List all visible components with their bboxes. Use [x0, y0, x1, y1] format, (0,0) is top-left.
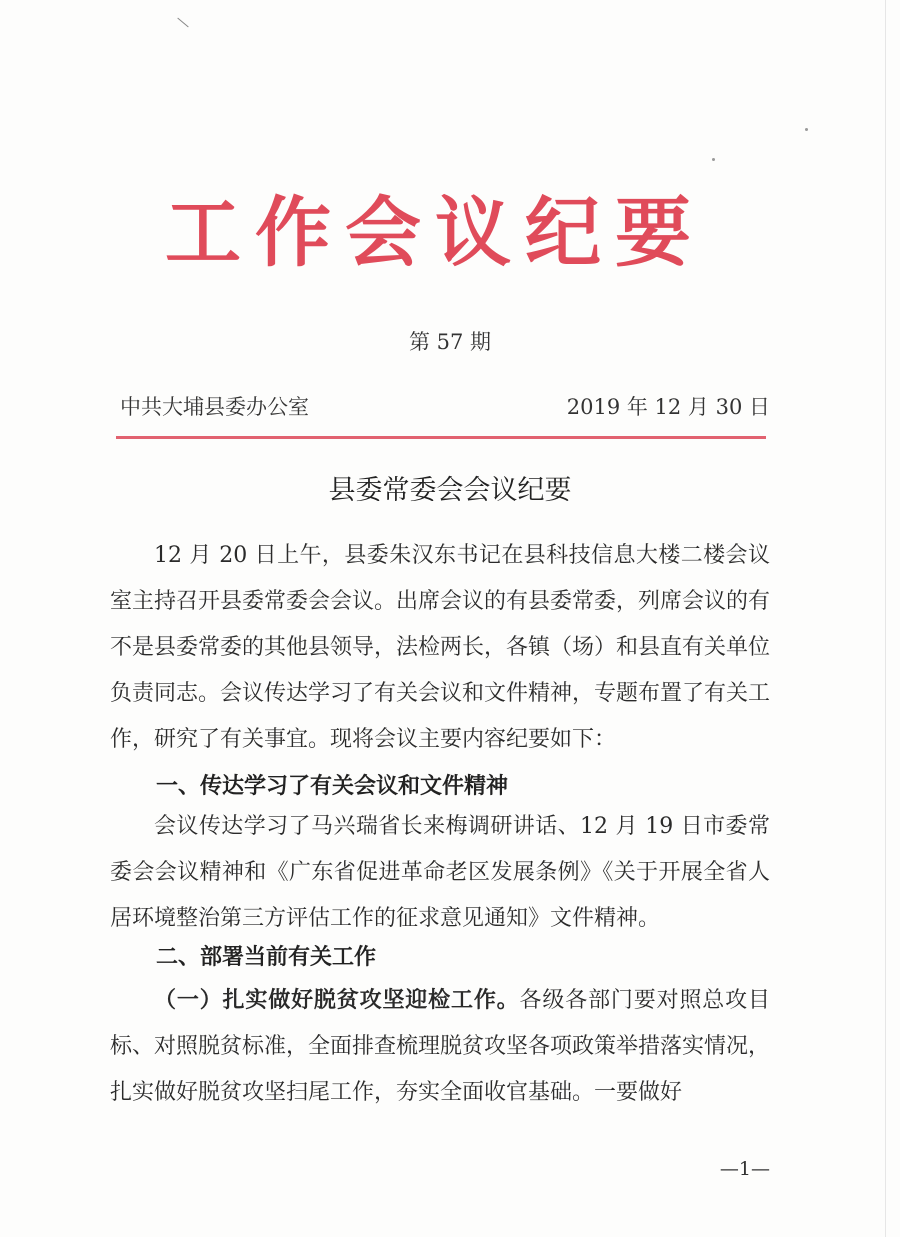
scan-speck: [805, 128, 808, 131]
intro-paragraph: 12 月 20 日上午，县委朱汉东书记在县科技信息大楼二楼会议室主持召开县委常委会会议。出席会议的有县委常委，列席会议的有不是县委常委的其他县领导，法检两长，各镇（场）和县直有关单位负责同志。会议传达学习了有关会议和文件精神，专题布置了有关工作，研究了有关事宜。现将会议主要内容纪要如下：: [110, 543, 771, 752]
page-number: —1—: [719, 1158, 770, 1180]
issue-number: 第 57 期: [408, 330, 492, 354]
subsection-lead: （一）扎实做好脱贫攻坚迎检工作。: [154, 987, 520, 1013]
document-title: 县委常委会会议纪要: [328, 475, 572, 506]
scan-speck: [712, 158, 715, 161]
page-edge: [885, 0, 886, 1237]
issue-date: 2019 年 12 月 30 日: [566, 395, 770, 419]
section-heading-1: 一、传达学习了有关会议和文件精神: [156, 774, 509, 799]
section-1-paragraph: 会议传达学习了马兴瑞省长来梅调研讲话、12 月 19 日市委常委会会议精神和《广东省促进革命老区发展条例》《关于开展全省人居环境整治第三方评估工作的征求意见通知》文件精神。: [110, 814, 770, 931]
issuing-office: 中共大埔县委办公室: [120, 395, 309, 419]
red-divider: [116, 436, 766, 439]
subsection-body: 各级各部门要对照总攻目标、对照脱贫标准，全面排查梳理脱贫攻坚各项政策举措落实情况，扎实做好脱贫攻坚扫尾工作，夯实全面收官基础。一要做好: [110, 988, 771, 1105]
scan-mark: [177, 18, 188, 28]
section-heading-2: 二、部署当前有关工作: [156, 945, 377, 970]
section-2-paragraph: [110, 977, 770, 1116]
masthead-title: 工作会议纪要: [165, 188, 705, 277]
